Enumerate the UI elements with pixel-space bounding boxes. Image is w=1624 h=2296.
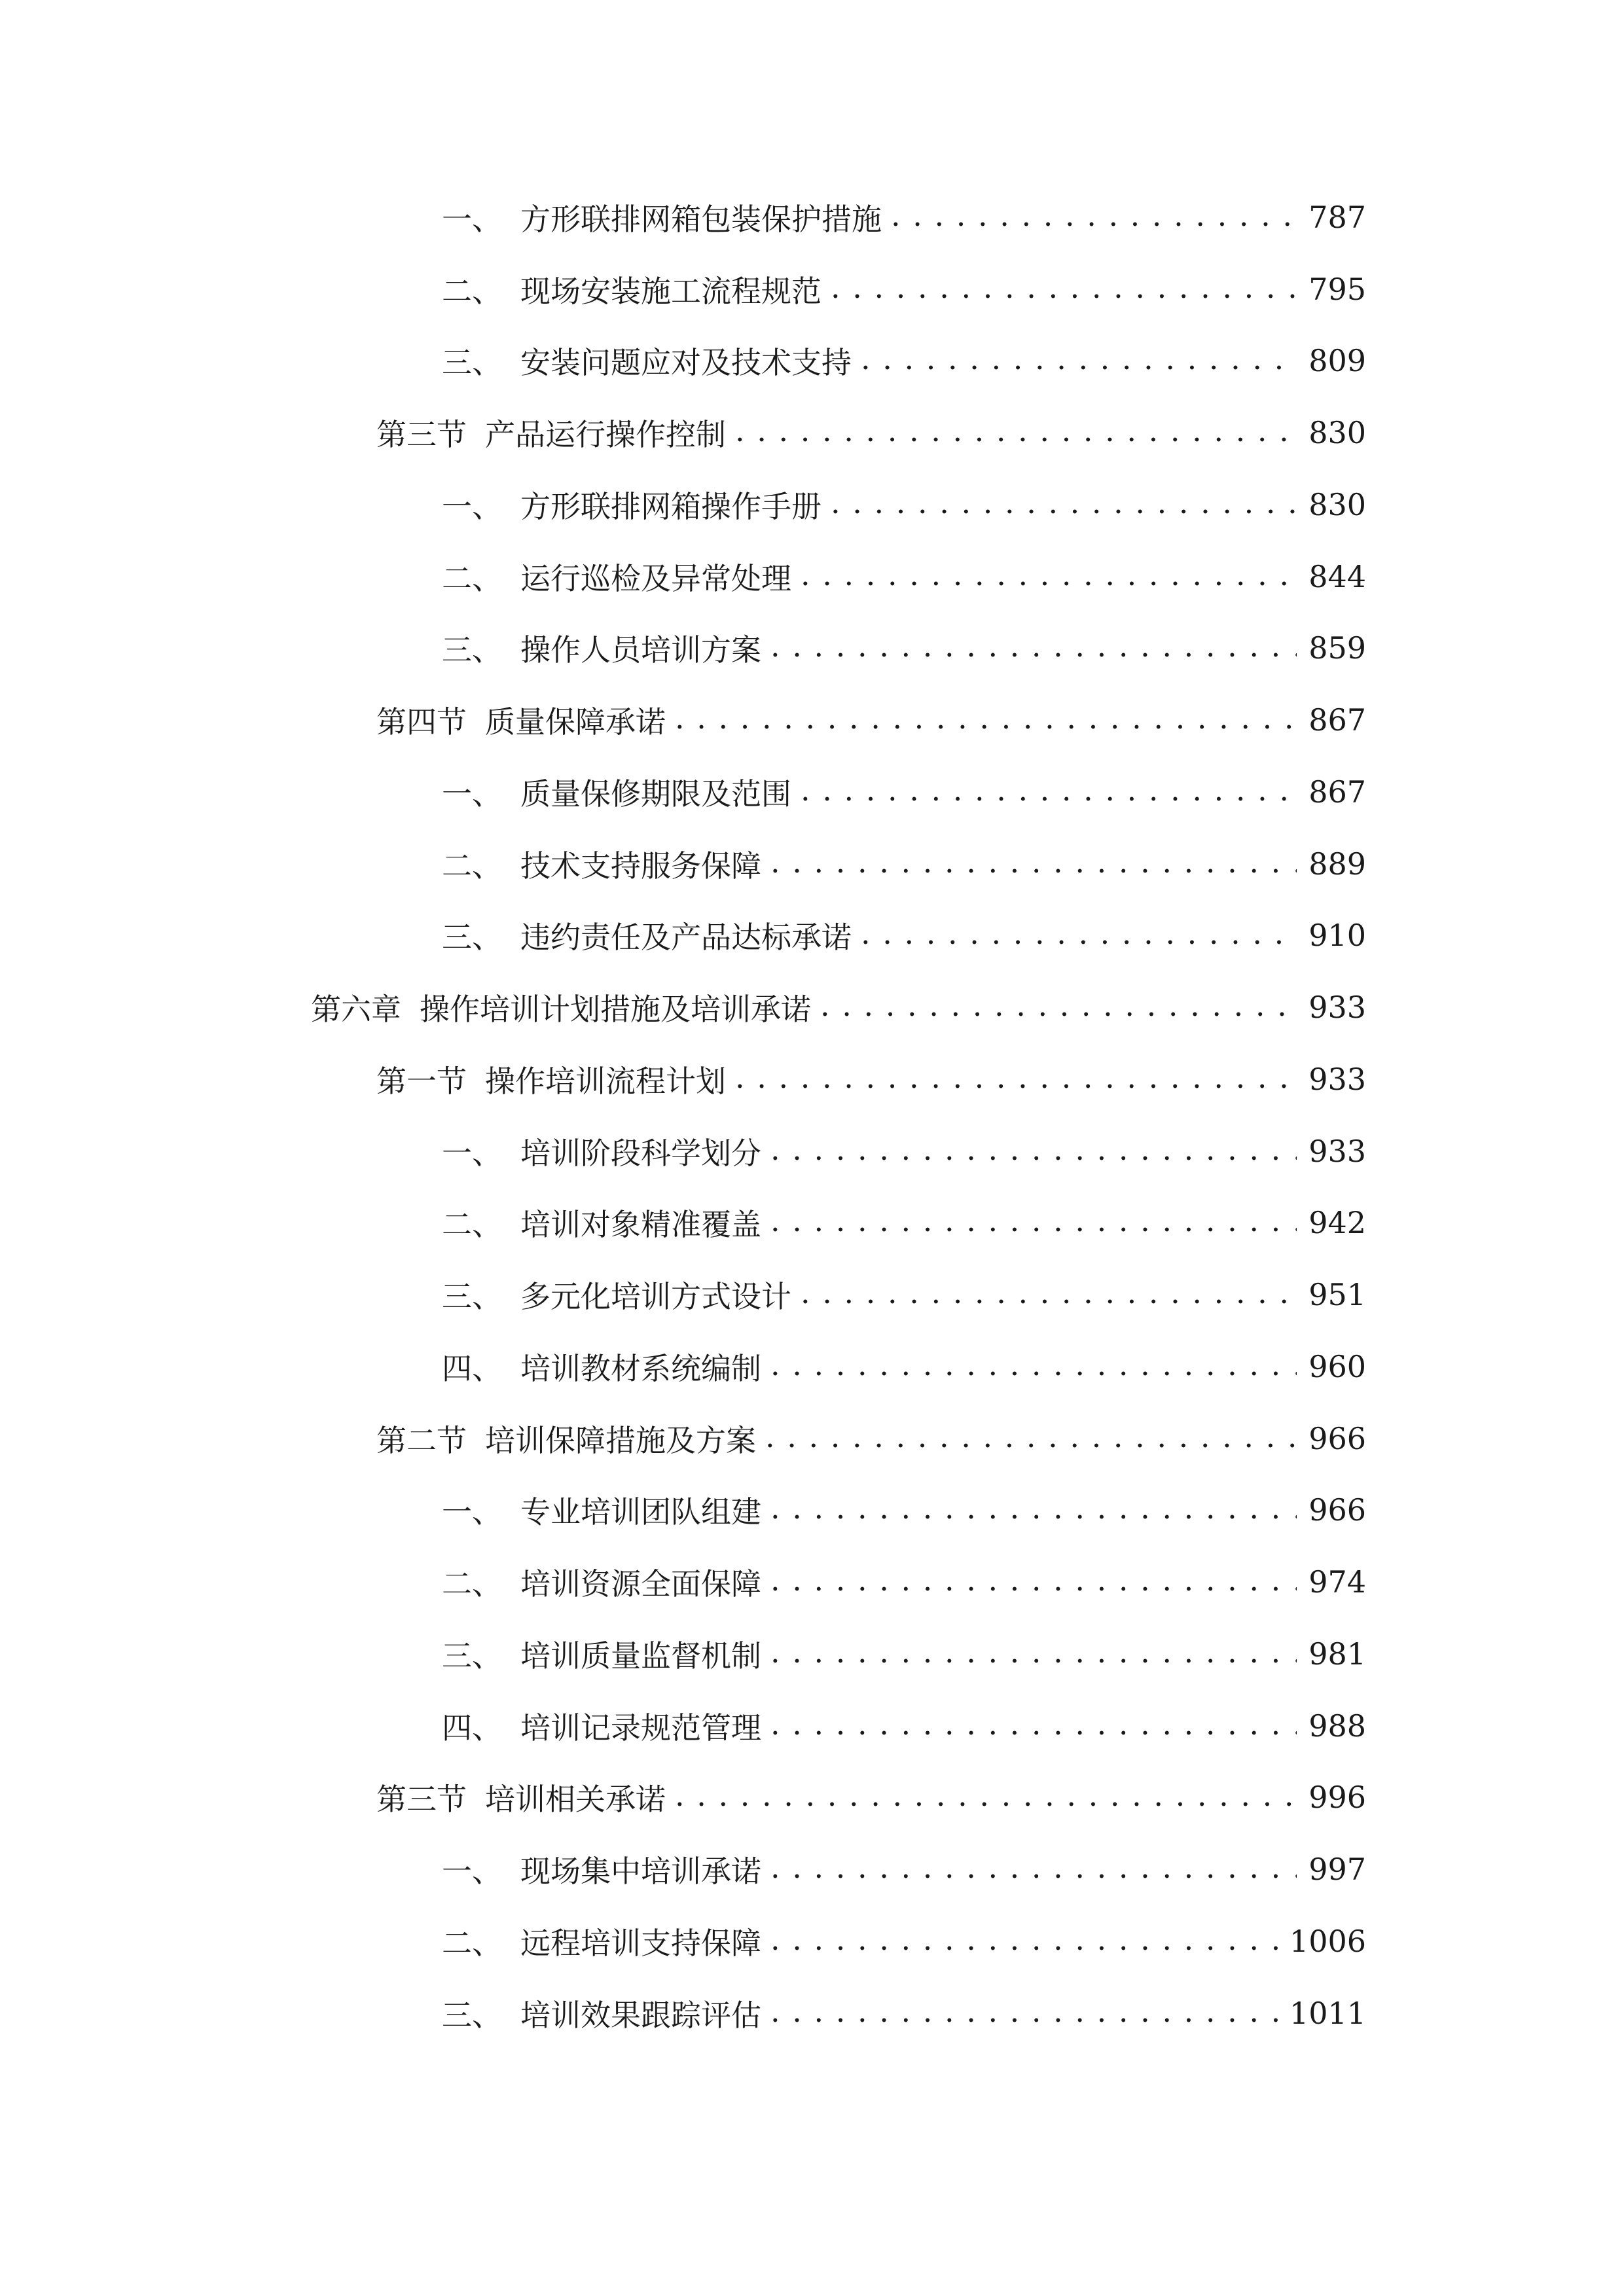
entry-number: 三、: [442, 345, 502, 380]
toc-entry[interactable]: [442, 612, 1366, 684]
toc-entry[interactable]: [442, 1259, 1366, 1331]
entry-page: 889: [1308, 846, 1366, 882]
entry-page: 809: [1308, 343, 1366, 378]
entry-number: 第一节: [376, 1064, 467, 1099]
entry-page: 988: [1308, 1708, 1366, 1744]
entry-number: 二、: [442, 1926, 502, 1961]
entry-number: 第三节: [376, 417, 467, 452]
toc-entry[interactable]: [442, 1546, 1366, 1618]
entry-page: 960: [1308, 1349, 1366, 1384]
entry-number: 一、: [442, 1136, 502, 1171]
entry-page: 996: [1308, 1780, 1366, 1815]
entry-number: 三、: [442, 920, 502, 955]
entry-title: 专业培训团队组建: [520, 1494, 761, 1530]
dot-leader: [770, 1922, 1278, 1961]
entry-page: 787: [1308, 200, 1366, 235]
toc-entry[interactable]: [442, 1474, 1366, 1546]
dot-leader: [770, 1132, 1297, 1171]
dot-leader: [861, 341, 1297, 380]
entry-page: 795: [1308, 272, 1366, 307]
toc-entry[interactable]: [376, 1403, 1366, 1475]
entry-page: 830: [1308, 415, 1366, 450]
entry-title: 现场安装施工流程规范: [520, 274, 821, 309]
entry-title: 操作培训计划措施及培训承诺: [420, 992, 811, 1027]
dot-leader: [770, 1994, 1278, 2033]
toc-entry[interactable]: [442, 1690, 1366, 1762]
entry-title: 培训记录规范管理: [520, 1710, 761, 1746]
entry-number: 三、: [442, 1638, 502, 1674]
entry-page: 933: [1308, 1134, 1366, 1169]
dot-leader: [765, 1419, 1297, 1458]
dot-leader: [831, 485, 1297, 524]
entry-number: 二、: [442, 274, 502, 309]
toc-entry[interactable]: [442, 1977, 1366, 2049]
entry-number: 一、: [442, 202, 502, 237]
entry-page: 830: [1308, 487, 1366, 522]
dot-leader: [801, 557, 1297, 596]
entry-page: 844: [1308, 559, 1366, 594]
entry-number: 一、: [442, 776, 502, 812]
entry-page: 1011: [1289, 1996, 1366, 2031]
dot-leader: [891, 198, 1297, 237]
entry-title: 培训相关承诺: [485, 1782, 666, 1817]
entry-page: 1006: [1289, 1924, 1366, 1959]
dot-leader: [735, 1060, 1297, 1099]
entry-title: 方形联排网箱包装保护措施: [520, 202, 882, 237]
dot-leader: [770, 1347, 1297, 1386]
entry-page: 933: [1308, 990, 1366, 1025]
toc-entry[interactable]: [442, 1115, 1366, 1187]
toc-entry[interactable]: [442, 253, 1366, 325]
dot-leader: [770, 1634, 1297, 1674]
entry-title: 培训教材系统编制: [520, 1351, 761, 1386]
dot-leader: [801, 772, 1297, 812]
entry-number: 一、: [442, 489, 502, 524]
toc-entry[interactable]: [442, 1331, 1366, 1403]
entry-number: 二、: [442, 1566, 502, 1602]
entry-number: 第二节: [376, 1423, 467, 1458]
entry-title: 操作人员培训方案: [520, 632, 761, 668]
dot-leader: [801, 1275, 1297, 1314]
entry-page: 966: [1308, 1492, 1366, 1528]
entry-number: 三、: [442, 1998, 502, 2033]
toc-entry[interactable]: [442, 1187, 1366, 1259]
toc-entry[interactable]: [442, 181, 1366, 253]
toc-entry[interactable]: [442, 1905, 1366, 1977]
toc-entry[interactable]: [376, 1761, 1366, 1833]
toc-entry[interactable]: [442, 325, 1366, 397]
entry-number: 一、: [442, 1854, 502, 1889]
entry-title: 操作培训流程计划: [485, 1064, 726, 1099]
entry-page: 910: [1308, 918, 1366, 953]
entry-title: 质量保修期限及范围: [520, 776, 791, 812]
entry-page: 942: [1308, 1205, 1366, 1240]
toc-entry[interactable]: [442, 1833, 1366, 1905]
dot-leader: [770, 1203, 1297, 1242]
toc-entry[interactable]: [442, 469, 1366, 541]
dot-leader: [675, 1778, 1297, 1817]
entry-title: 方形联排网箱操作手册: [520, 489, 821, 524]
toc-entry[interactable]: [311, 971, 1366, 1043]
entry-title: 培训质量监督机制: [520, 1638, 761, 1674]
entry-number: 第四节: [376, 704, 467, 740]
dot-leader: [735, 413, 1297, 452]
dot-leader: [770, 628, 1297, 668]
entry-page: 981: [1308, 1636, 1366, 1672]
entry-page: 933: [1308, 1062, 1366, 1097]
dot-leader: [770, 1850, 1297, 1889]
toc-entry[interactable]: [442, 899, 1366, 971]
entry-page: 867: [1308, 774, 1366, 810]
entry-number: 二、: [442, 848, 502, 884]
entry-title: 运行巡检及异常处理: [520, 561, 791, 596]
entry-number: 三、: [442, 632, 502, 668]
entry-number: 四、: [442, 1351, 502, 1386]
entry-title: 培训保障措施及方案: [485, 1423, 756, 1458]
entry-title: 远程培训支持保障: [520, 1926, 761, 1961]
entry-title: 质量保障承诺: [485, 704, 666, 740]
dot-leader: [861, 916, 1297, 955]
toc-entry[interactable]: [442, 1618, 1366, 1690]
toc-entry[interactable]: [442, 828, 1366, 900]
dot-leader: [820, 988, 1297, 1027]
dot-leader: [770, 844, 1297, 884]
entry-title: 多元化培训方式设计: [520, 1279, 791, 1314]
toc-entry[interactable]: [376, 397, 1366, 469]
entry-number: 一、: [442, 1494, 502, 1530]
toc-entry[interactable]: [376, 1043, 1366, 1115]
dot-leader: [675, 700, 1297, 740]
entry-title: 培训阶段科学划分: [520, 1136, 761, 1171]
toc-entry[interactable]: [442, 541, 1366, 613]
entry-page: 997: [1308, 1852, 1366, 1887]
entry-page: 951: [1308, 1277, 1366, 1312]
entry-title: 培训效果跟踪评估: [520, 1998, 761, 2033]
entry-title: 产品运行操作控制: [485, 417, 726, 452]
entry-page: 966: [1308, 1421, 1366, 1456]
entry-page: 867: [1308, 702, 1366, 738]
entry-title: 培训对象精准覆盖: [520, 1207, 761, 1242]
dot-leader: [831, 270, 1297, 309]
entry-number: 三、: [442, 1279, 502, 1314]
dot-leader: [770, 1706, 1297, 1746]
entry-title: 培训资源全面保障: [520, 1566, 761, 1602]
entry-title: 安装问题应对及技术支持: [520, 345, 852, 380]
entry-number: 四、: [442, 1710, 502, 1746]
entry-number: 第三节: [376, 1782, 467, 1817]
entry-title: 违约责任及产品达标承诺: [520, 920, 852, 955]
toc-entry[interactable]: [442, 756, 1366, 828]
entry-number: 第六章: [311, 992, 401, 1027]
dot-leader: [770, 1562, 1297, 1602]
toc-entry[interactable]: [376, 684, 1366, 756]
entry-number: 二、: [442, 1207, 502, 1242]
entry-number: 二、: [442, 561, 502, 596]
entry-title: 技术支持服务保障: [520, 848, 761, 884]
entry-page: 974: [1308, 1564, 1366, 1600]
entry-page: 859: [1308, 630, 1366, 666]
entry-title: 现场集中培训承诺: [520, 1854, 761, 1889]
dot-leader: [770, 1490, 1297, 1530]
